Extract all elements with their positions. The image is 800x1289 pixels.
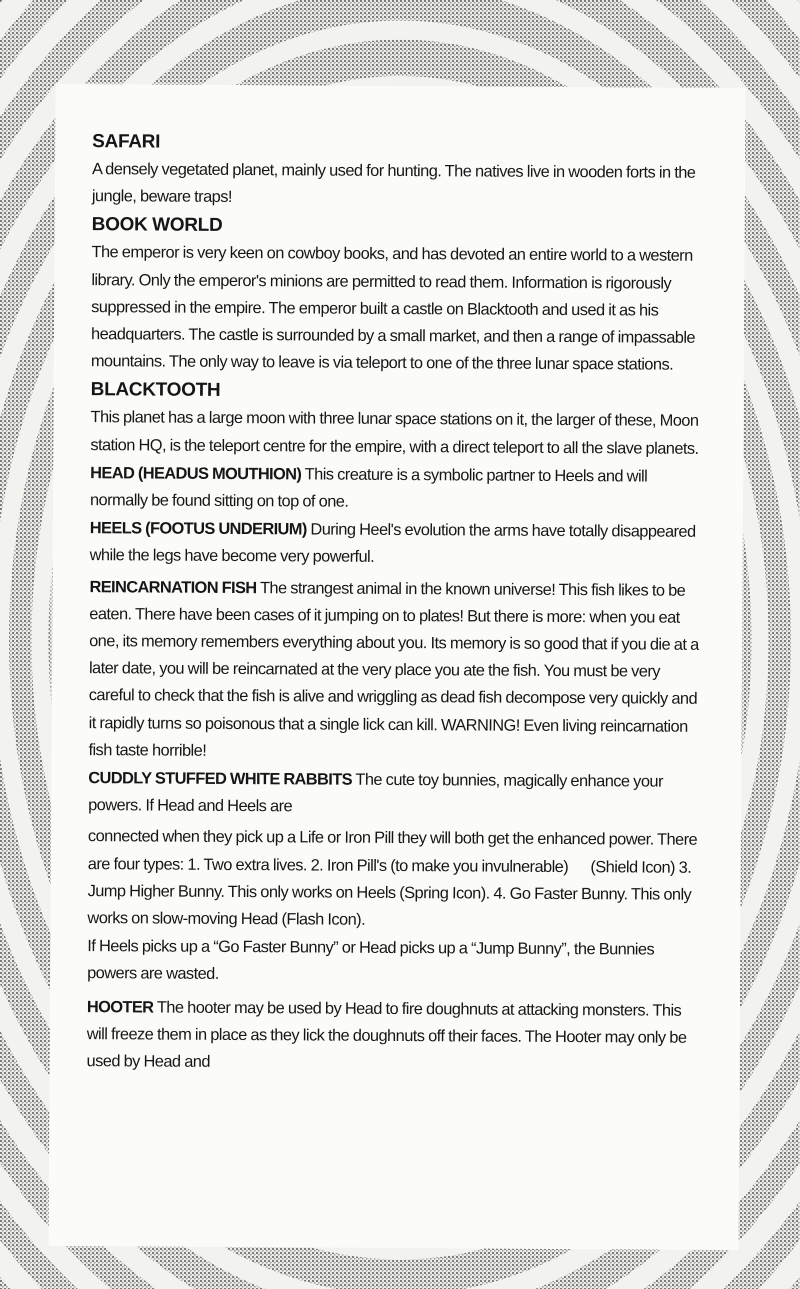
entry-rabbits — [88, 765, 700, 823]
entry-term-fish: REINCARNATION FISH — [89, 577, 257, 597]
section-text-blacktooth: This planet has a large moon with three lunar space stations on it, the larger of these, Moon station HQ, is the teleport centre for the empire, with a direct teleport to all the slave planets. — [90, 408, 699, 458]
entry-text-head: This creature is a symbolic partner to Heels and will normally be found sitting on top of one. — [89, 465, 648, 511]
entry-text-fish: The strangest animal in the known universe! This fish likes to be eaten. There have been cases of it jumping on to plates! But there is more: when you eat one, its memory remembers everything about you. Its memory is so good that if you die at a later date, you will be reincarnated at the very place you ate the fish. You must be very careful to check that the fish is alive and wriggling as dead fish decompose very quickly and it rapidly turns so poisonous that a single lick can kill. WARNING! Even living reincarnation fish taste horrible! — [88, 578, 699, 760]
entry-reincarnation-fish — [88, 574, 701, 768]
entry-term-hooter: HOOTER — [86, 997, 154, 1017]
section-title-book-world: BOOK WORLD — [91, 214, 223, 237]
section-text-book-world: The emperor is very keen on cowboy books, and has devoted an entire world to a western library. Only the emperor's minions are permitted to read them. Information is rigorously suppressed in the empire. The emperor built a castle on Blacktooth and used it as his headquarters. The castle is surrounded by a small market, and then a range of impassable mountains. The only way to leave is via teleport to one of the three lunar space stations. — [90, 243, 696, 374]
entry-term-rabbits: CUDDLY STUFFED WHITE RABBITS — [88, 769, 353, 789]
section-text-safari: A densely vegetated planet, mainly used for hunting. The natives live in wooden forts in the jungle, beware traps! — [91, 160, 696, 207]
section-title-blacktooth: BLACKTOOTH — [90, 379, 221, 402]
entry-text-hooter: The hooter may be used by Head to fire doughnuts at attacking monsters. This will freeze them in place as they lick the doughnuts off their faces. The Hooter may only be used by Head and — [86, 998, 687, 1071]
manual-page-content — [86, 128, 704, 1080]
entry-text-rabbits: The cute toy bunnies, magically enhance your powers. If Head and Heels are — [88, 770, 663, 816]
entry-term-heels: HEELS (FOOTUS UNDERIUM) — [89, 519, 307, 539]
entry-rabbits-note: If Heels picks up a “Go Faster Bunny” or Head picks up a “Jump Bunny”, the Bunnies powers are wasted. — [87, 937, 655, 984]
section-title-safari: SAFARI — [92, 131, 161, 153]
entry-head — [90, 460, 702, 518]
entry-text-heels: During Heel's evolution the arms have totally disappeared while the legs have become very powerful. — [89, 520, 696, 567]
text-panel — [48, 84, 745, 1250]
entry-term-head: HEAD (HEADUS MOUTHION) — [90, 463, 302, 484]
entry-heels — [90, 515, 702, 573]
entry-rabbits-continued: connected when they pick up a Life or Iron Pill they will both get the enhanced power. There are four types: 1. Two extra lives. 2. Iron Pill's (to make you invulnerable) (Shield Icon) 3. Jump Higher Bunny. This only works on Heels (Spring Icon). 4. Go Faster Bunny. This only works on slow-moving Head (Flash Icon). — [87, 827, 701, 929]
entry-hooter — [86, 994, 698, 1079]
